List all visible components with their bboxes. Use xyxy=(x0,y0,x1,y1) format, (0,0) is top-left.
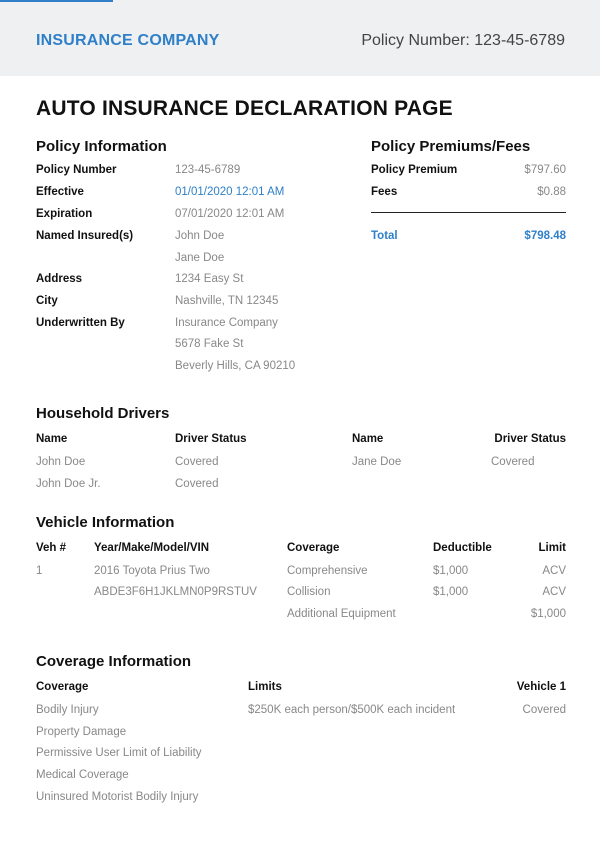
named-insured-label: Named Insured(s) xyxy=(36,230,134,242)
coverage-item: Permissive User Limit of Liability xyxy=(36,747,202,759)
fees-label: Fees xyxy=(371,186,398,198)
expiration-value: 07/01/2020 12:01 AM xyxy=(175,208,285,220)
vehicle-vin: ABDE3F6H1JKLMN0P9RSTUV xyxy=(94,586,257,598)
coverage-col-limits: Limits xyxy=(248,681,282,693)
vehicle-number: 1 xyxy=(36,565,43,577)
driver-name: John Doe Jr. xyxy=(36,478,101,490)
vehicle-model: 2016 Toyota Prius Two xyxy=(94,565,210,577)
coverage-item: Bodily Injury xyxy=(36,704,99,716)
vehicles-col-number: Veh # xyxy=(36,542,67,554)
drivers-col-status-right: Driver Status xyxy=(494,433,566,445)
policy-premium-label: Policy Premium xyxy=(371,164,458,176)
vehicle-limit: ACV xyxy=(542,586,566,598)
underwriter-name: Insurance Company xyxy=(175,317,278,329)
page-title: AUTO INSURANCE DECLARATION PAGE xyxy=(36,97,453,120)
vehicles-col-deductible: Deductible xyxy=(433,542,492,554)
driver-status: Covered xyxy=(175,456,219,468)
company-name: INSURANCE COMPANY xyxy=(36,32,220,49)
driver-status: Covered xyxy=(175,478,219,490)
effective-value: 01/01/2020 12:01 AM xyxy=(175,186,285,198)
city-value: Nashville, TN 12345 xyxy=(175,295,279,307)
policy-premium-value: $797.60 xyxy=(524,164,566,176)
total-value: $798.48 xyxy=(524,230,566,242)
coverage-heading: Coverage Information xyxy=(36,653,192,670)
vehicles-heading: Vehicle Information xyxy=(36,514,175,531)
header-policy-number: Policy Number: 123-45-6789 xyxy=(361,32,565,49)
named-insured-1: John Doe xyxy=(175,230,225,242)
drivers-col-name-left: Name xyxy=(36,433,68,445)
coverage-col-vehicle: Vehicle 1 xyxy=(516,681,566,693)
driver-name: Jane Doe xyxy=(352,456,402,468)
total-label: Total xyxy=(371,230,398,242)
coverage-item: Medical Coverage xyxy=(36,769,129,781)
city-label: City xyxy=(36,295,58,307)
address-value: 1234 Easy St xyxy=(175,273,244,285)
coverage-limit: $250K each person/$500K each incident xyxy=(248,704,456,716)
premiums-heading: Policy Premiums/Fees xyxy=(371,138,531,155)
vehicle-coverage: Collision xyxy=(287,586,331,598)
drivers-col-name-right: Name xyxy=(352,433,384,445)
vehicle-coverage: Additional Equipment xyxy=(287,608,396,620)
coverage-item: Property Damage xyxy=(36,726,127,738)
address-label: Address xyxy=(36,273,83,285)
coverage-col-coverage: Coverage xyxy=(36,681,89,693)
coverage-vehicle-status: Covered xyxy=(522,704,566,716)
driver-name: John Doe xyxy=(36,456,86,468)
policy-number-label: Policy Number xyxy=(36,164,117,176)
vehicle-limit: $1,000 xyxy=(530,608,566,620)
underwritten-label: Underwritten By xyxy=(36,317,125,329)
vehicle-deductible: $1,000 xyxy=(433,565,469,577)
expiration-label: Expiration xyxy=(36,208,93,220)
underwriter-street: 5678 Fake St xyxy=(175,338,244,350)
vehicle-deductible: $1,000 xyxy=(433,586,469,598)
policy-number-value: 123-45-6789 xyxy=(175,164,241,176)
policy-info-heading: Policy Information xyxy=(36,138,167,155)
vehicles-col-coverage: Coverage xyxy=(287,542,340,554)
fees-value: $0.88 xyxy=(537,186,566,198)
vehicles-col-model: Year/Make/Model/VIN xyxy=(94,542,210,554)
underwriter-city: Beverly Hills, CA 90210 xyxy=(175,360,296,372)
effective-label: Effective xyxy=(36,186,84,198)
driver-status: Covered xyxy=(491,456,535,468)
named-insured-2: Jane Doe xyxy=(175,252,225,264)
drivers-col-status-left: Driver Status xyxy=(175,433,247,445)
vehicle-limit: ACV xyxy=(542,565,566,577)
coverage-item: Uninsured Motorist Bodily Injury xyxy=(36,791,199,803)
header-accent-line xyxy=(0,0,113,2)
vehicle-coverage: Comprehensive xyxy=(287,565,368,577)
vehicles-col-limit: Limit xyxy=(538,542,566,554)
drivers-heading: Household Drivers xyxy=(36,405,170,422)
premiums-divider xyxy=(371,212,566,213)
